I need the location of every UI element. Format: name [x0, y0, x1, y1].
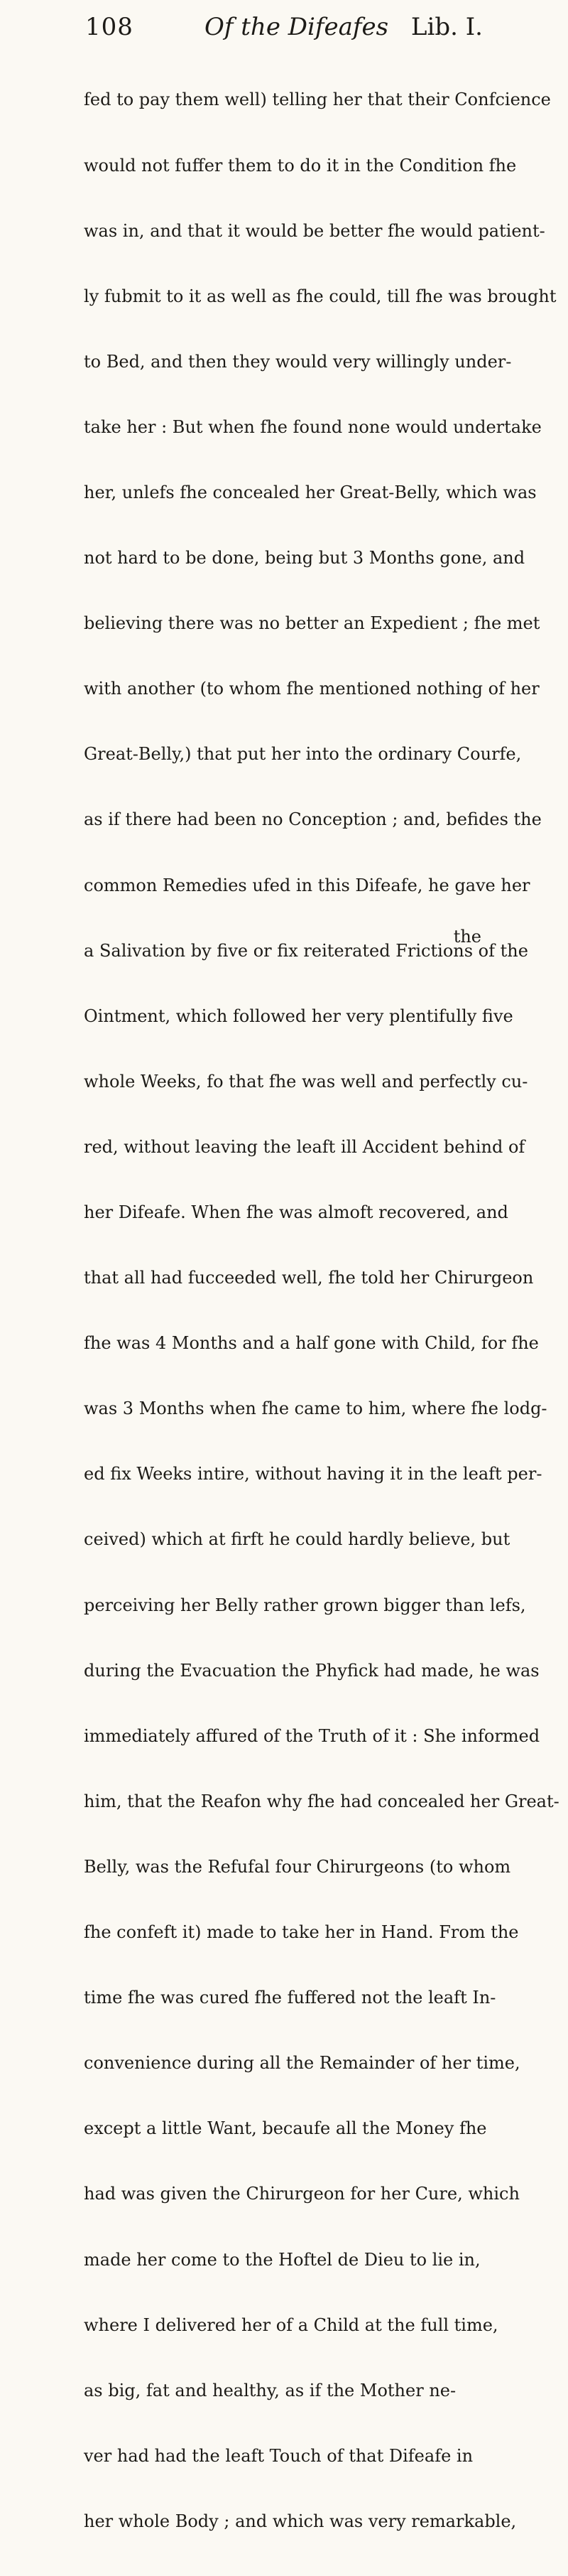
- page-title: Of the Difeafes: [204, 13, 389, 41]
- running-head: [85, 10, 483, 44]
- text-line: perceiving her Belly rather grown bigger than lefs,: [84, 1595, 526, 1615]
- text-line: a Salivation by five or fix reiterated Frictions of the: [84, 940, 528, 961]
- text-line: ver had had the leaft Touch of that Difeafe in: [84, 2445, 474, 2466]
- text-line: immediately affured of the Truth of it : She informed: [84, 1725, 540, 1746]
- text-line: ed fix Weeks intire, without having it in the leaft per-: [84, 1464, 542, 1484]
- text-line: time fhe was cured fhe fuffered not the leaft In-: [84, 1988, 496, 2008]
- text-line: Great-Belly,) that put her into the ordinary Courfe,: [84, 744, 522, 765]
- text-line: fed to pay them well) telling her that their Confcience: [84, 90, 551, 110]
- text-line: ly fubmit to it as well as fhe could, till fhe was brought: [84, 286, 557, 306]
- page-number: 108: [85, 13, 133, 41]
- text-line: Ointment, which followed her very plentifully five: [84, 1006, 513, 1026]
- text-line: fhe confeft it) made to take her in Hand. From the: [84, 1922, 519, 1943]
- text-line: red, without leaving the leaft ill Accident behind of: [84, 1136, 525, 1157]
- text-line: fhe was 4 Months and a half gone with Child, for fhe: [84, 1333, 539, 1354]
- text-line: had was given the Chirurgeon for her Cure, which: [84, 2184, 520, 2204]
- text-line: her whole Body ; and which was very remarkable,: [84, 2511, 517, 2531]
- text-line: was in, and that it would be better fhe would patient-: [84, 220, 545, 241]
- text-line: convenience during all the Remainder of her time,: [84, 2053, 520, 2074]
- text-line: ceived) which at firft he could hardly believe, but: [84, 1529, 510, 1550]
- book-reference: Lib. I.: [410, 13, 483, 41]
- text-line: as big, fat and healthy, as if the Mother ne-: [84, 2380, 457, 2400]
- text-line: not hard to be done, being but 3 Months gone, and: [84, 548, 525, 568]
- text-line: whole Weeks, fo that fhe was well and perfectly cu-: [84, 1071, 528, 1092]
- text-line: as if there had been no Conception ; and, befides the: [84, 809, 542, 830]
- text-line: her Difeafe. When fhe was almoft recovered, and: [84, 1202, 508, 1222]
- text-line: Belly, was the Refufal four Chirurgeons (to whom: [84, 1856, 511, 1877]
- text-line: to Bed, and then they would very willingly under-: [84, 351, 512, 372]
- catchword: the: [453, 927, 481, 947]
- text-line: during the Evacuation the Phyfick had made, he was: [84, 1660, 540, 1681]
- text-line: that all had fucceeded well, fhe told her Chirurgeon: [84, 1268, 534, 1288]
- text-line: take her : But when fhe found none would undertake: [84, 416, 542, 437]
- text-line: common Remedies ufed in this Difeafe, he gave her: [84, 875, 530, 895]
- text-line: would not fuffer them to do it in the Condition fhe: [84, 155, 517, 176]
- text-line: where I delivered her of a Child at the full time,: [84, 2314, 498, 2335]
- text-line: made her come to the Hoftel de Dieu to lie in,: [84, 2249, 481, 2270]
- body-text: [84, 45, 559, 2576]
- text-line: except a little Want, becaufe all the Money fhe: [84, 2118, 487, 2139]
- text-line: him, that the Reafon why fhe had concealed her Great-: [84, 1791, 559, 1811]
- text-line: her, unlefs fhe concealed her Great-Belly, which was: [84, 482, 537, 502]
- text-line: with another (to whom fhe mentioned nothing of her: [84, 679, 540, 699]
- text-line: was 3 Months when fhe came to him, where fhe lodg-: [84, 1399, 547, 1419]
- text-line: believing there was no better an Expedient ; fhe met: [84, 613, 540, 634]
